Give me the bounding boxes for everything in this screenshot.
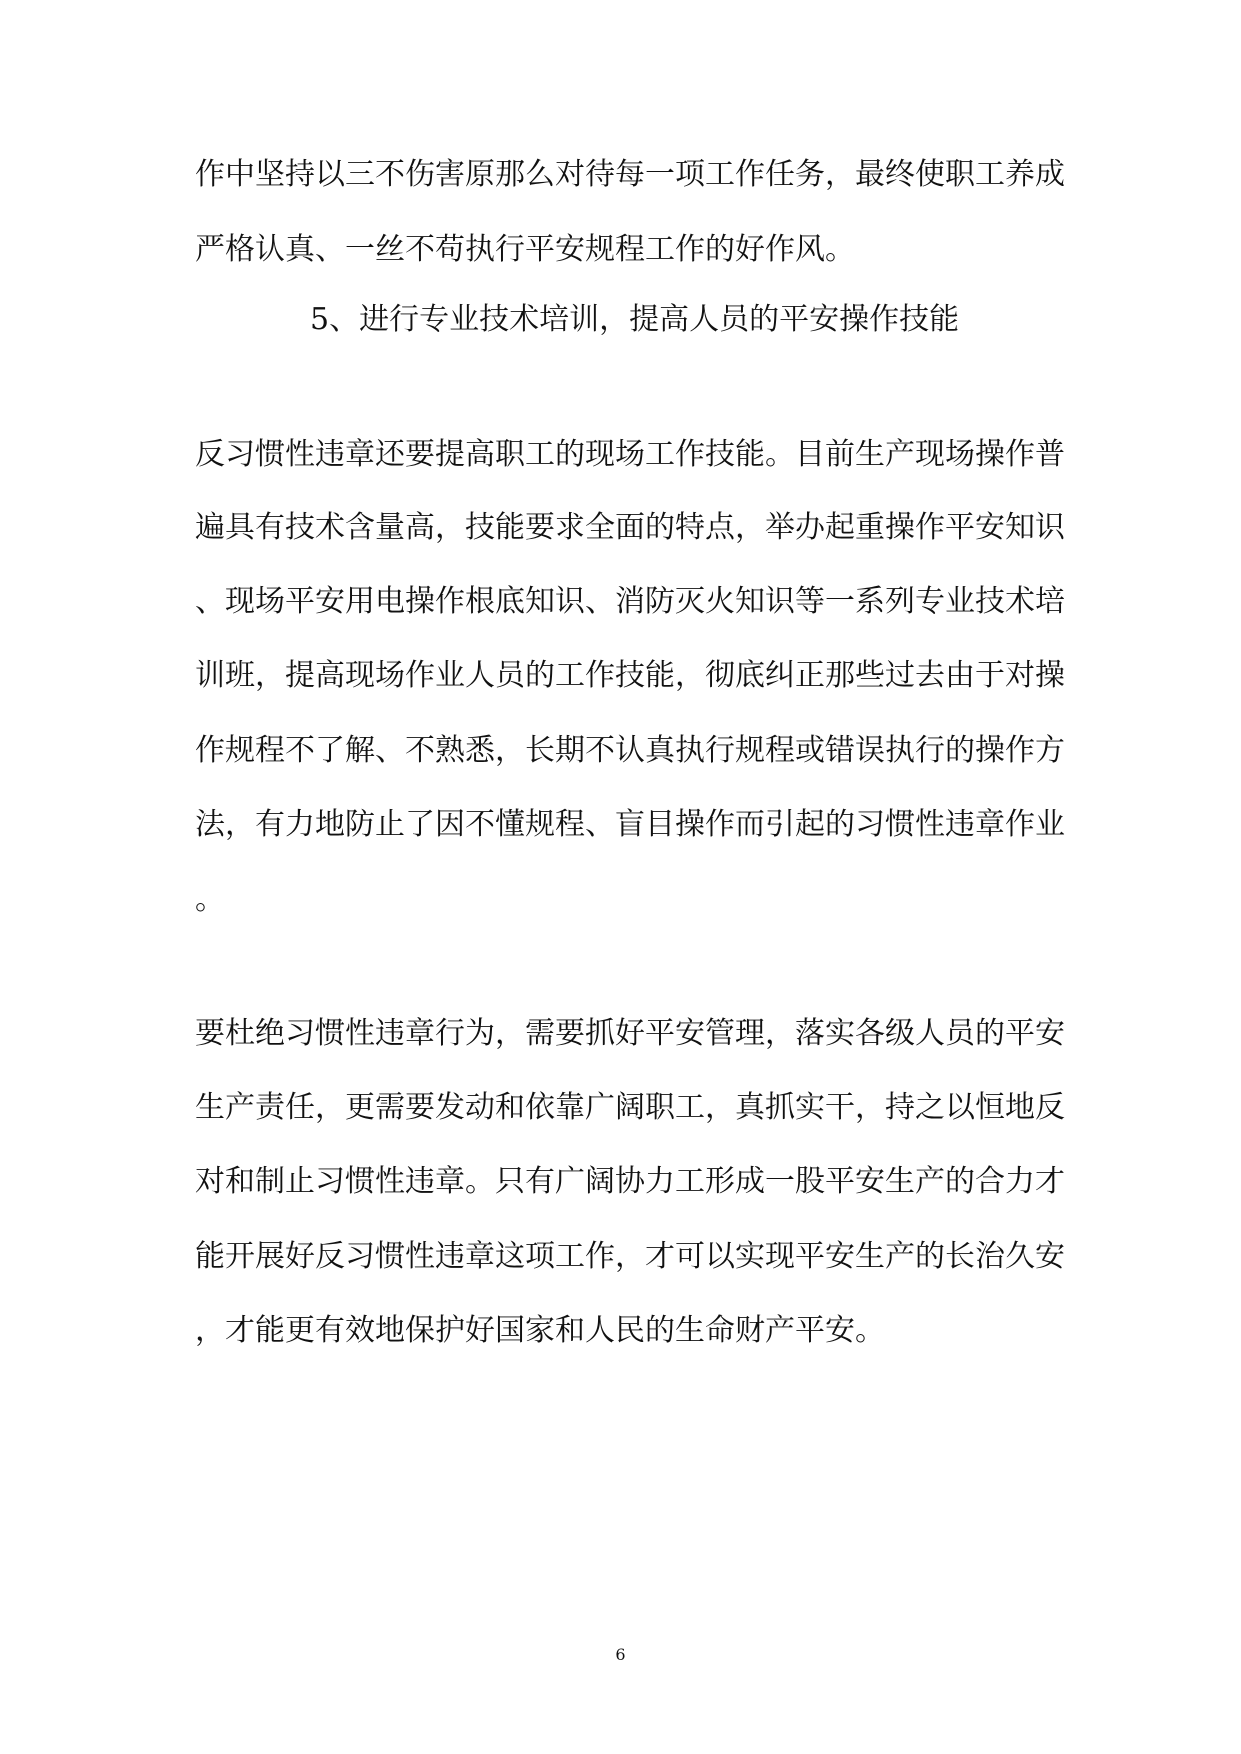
paragraph-3-line-1: 要杜绝习惯性违章行为，需要抓好平安管理，落实各级人员的平安 <box>195 1016 1065 1051</box>
paragraph-2-line-6: 法，有力地防止了因不懂规程、盲目操作而引起的习惯性违章作业 <box>195 807 1065 842</box>
paragraph-3-line-4: 能开展好反习惯性违章这项工作，才可以实现平安生产的长治久安 <box>195 1239 1065 1274</box>
paragraph-2-line-4: 训班，提高现场作业人员的工作技能，彻底纠正那些过去由于对操 <box>195 658 1065 693</box>
paragraph-3-line-5: ，才能更有效地保护好国家和人民的生命财产平安。 <box>195 1313 885 1348</box>
paragraph-1-line-1: 作中坚持以三不伤害原那么对待每一项工作任务，最终使职工养成 <box>195 157 1065 192</box>
paragraph-2-line-2: 遍具有技术含量高，技能要求全面的特点，举办起重操作平安知识 <box>195 510 1065 545</box>
paragraph-1-line-2: 严格认真、一丝不苟执行平安规程工作的好作风。 <box>195 232 855 267</box>
paragraph-2-line-3: 、现场平安用电操作根底知识、消防灭火知识等一系列专业技术培 <box>195 584 1065 619</box>
paragraph-2-line-7: 。 <box>195 882 225 917</box>
section-heading: 5、进行专业技术培训，提高人员的平安操作技能 <box>310 302 960 337</box>
paragraph-3-line-2: 生产责任，更需要发动和依靠广阔职工，真抓实干，持之以恒地反 <box>195 1090 1065 1125</box>
page-number: 6 <box>615 1645 626 1664</box>
paragraph-2-line-1: 反习惯性违章还要提高职工的现场工作技能。目前生产现场操作普 <box>195 437 1065 472</box>
paragraph-2-line-5: 作规程不了解、不熟悉，长期不认真执行规程或错误执行的操作方 <box>195 733 1065 768</box>
paragraph-3-line-3: 对和制止习惯性违章。只有广阔协力工形成一股平安生产的合力才 <box>195 1164 1065 1199</box>
